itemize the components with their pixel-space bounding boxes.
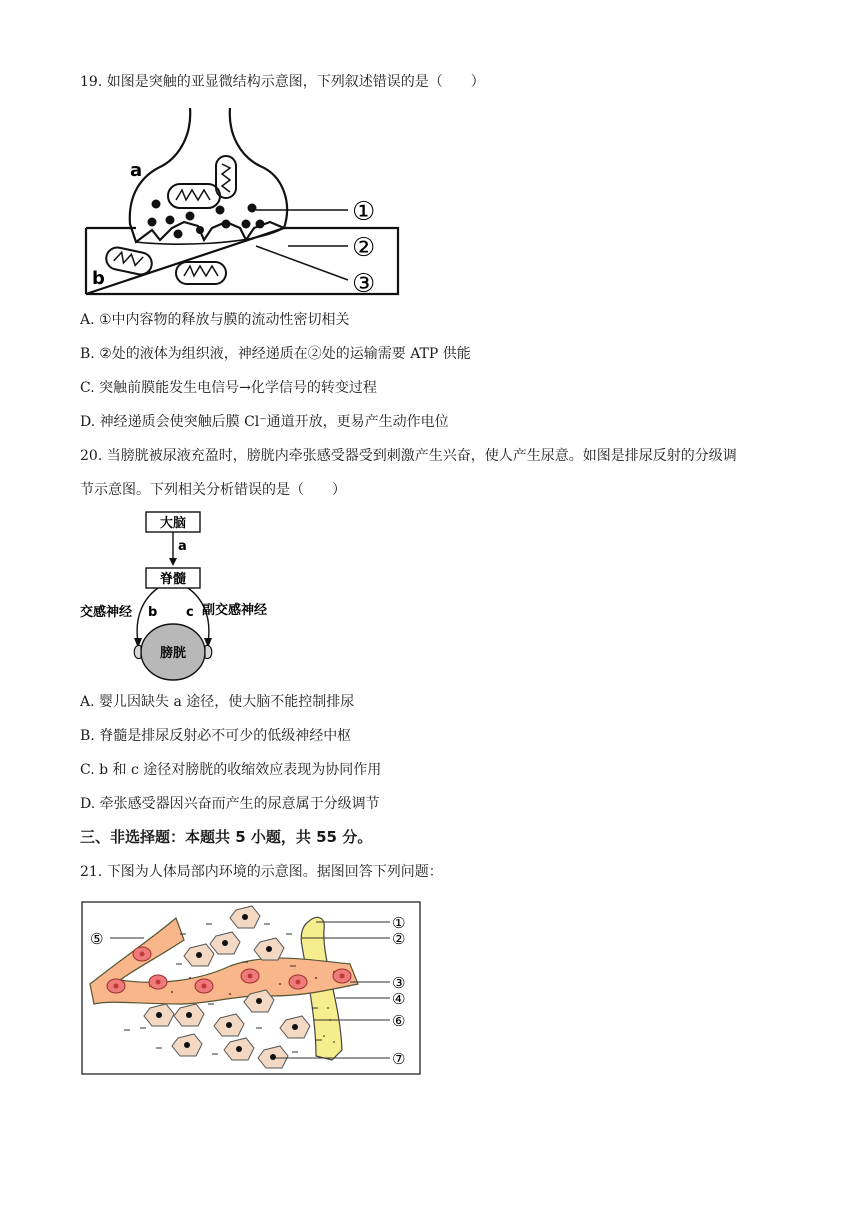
q19-option-a: A. ①中内容物的释放与膜的流动性密切相关 bbox=[80, 312, 350, 328]
q19-option-c: C. 突触前膜能发生电信号→化学信号的转变过程 bbox=[80, 380, 377, 396]
q20-sympathetic-label: 交感神经 bbox=[80, 605, 133, 620]
q20-path-c: c bbox=[186, 605, 194, 620]
q19-stem: 19. 如图是突触的亚显微结构示意图，下列叙述错误的是（ ） bbox=[80, 74, 485, 90]
q19-label-2: ② bbox=[352, 233, 376, 263]
q19-label-b: b bbox=[92, 268, 105, 289]
q20-reflex-figure bbox=[78, 506, 288, 686]
q19-label-3: ③ bbox=[352, 269, 376, 299]
q21-internal-environment-figure bbox=[80, 900, 424, 1078]
q20-path-b: b bbox=[148, 605, 158, 620]
q21-label-1: ① bbox=[392, 914, 406, 932]
q21-label-5: ⑤ bbox=[90, 930, 104, 948]
q20-spinal-box: 脊髓 bbox=[159, 572, 187, 587]
q21-label-6: ⑥ bbox=[392, 1012, 406, 1030]
q20-parasympathetic-label: 副交感神经 bbox=[202, 603, 268, 618]
q20-option-b: B. 脊髓是排尿反射必不可少的低级神经中枢 bbox=[80, 728, 352, 744]
q21-label-3: ③ bbox=[392, 974, 406, 992]
q19-option-b: B. ②处的液体为组织液，神经递质在②处的运输需要 ATP 供能 bbox=[80, 346, 471, 362]
q21-label-2: ② bbox=[392, 930, 406, 948]
q20-brain-box: 大脑 bbox=[159, 516, 187, 531]
q20-option-d: D. 牵张感受器因兴奋而产生的尿意属于分级调节 bbox=[80, 796, 380, 812]
q20-stem-line2: 节示意图。下列相关分析错误的是（ ） bbox=[80, 482, 346, 498]
q20-option-c: C. b 和 c 途径对膀胱的收缩效应表现为协同作用 bbox=[80, 762, 382, 778]
q19-synapse-figure bbox=[80, 104, 400, 300]
q20-stem-line1: 20. 当膀胱被尿液充盈时，膀胱内牵张感受器受到刺激产生兴奋，使人产生尿意。如图是排尿反射的分级调 bbox=[80, 448, 737, 464]
section-heading: 三、非选择题：本题共 5 小题，共 55 分。 bbox=[80, 828, 373, 846]
q21-label-7: ⑦ bbox=[392, 1050, 406, 1068]
q21-stem: 21. 下图为人体局部内环境的示意图。据图回答下列问题： bbox=[80, 864, 443, 880]
q20-path-a: a bbox=[178, 539, 187, 554]
q21-label-4: ④ bbox=[392, 990, 406, 1008]
q20-bladder-label: 膀胱 bbox=[159, 646, 187, 661]
q19-option-d: D. 神经递质会使突触后膜 Cl⁻通道开放，更易产生动作电位 bbox=[80, 414, 449, 430]
q19-label-1: ① bbox=[352, 197, 376, 227]
q20-option-a: A. 婴儿因缺失 a 途径，使大脑不能控制排尿 bbox=[80, 694, 355, 710]
q19-label-a: a bbox=[130, 160, 143, 181]
